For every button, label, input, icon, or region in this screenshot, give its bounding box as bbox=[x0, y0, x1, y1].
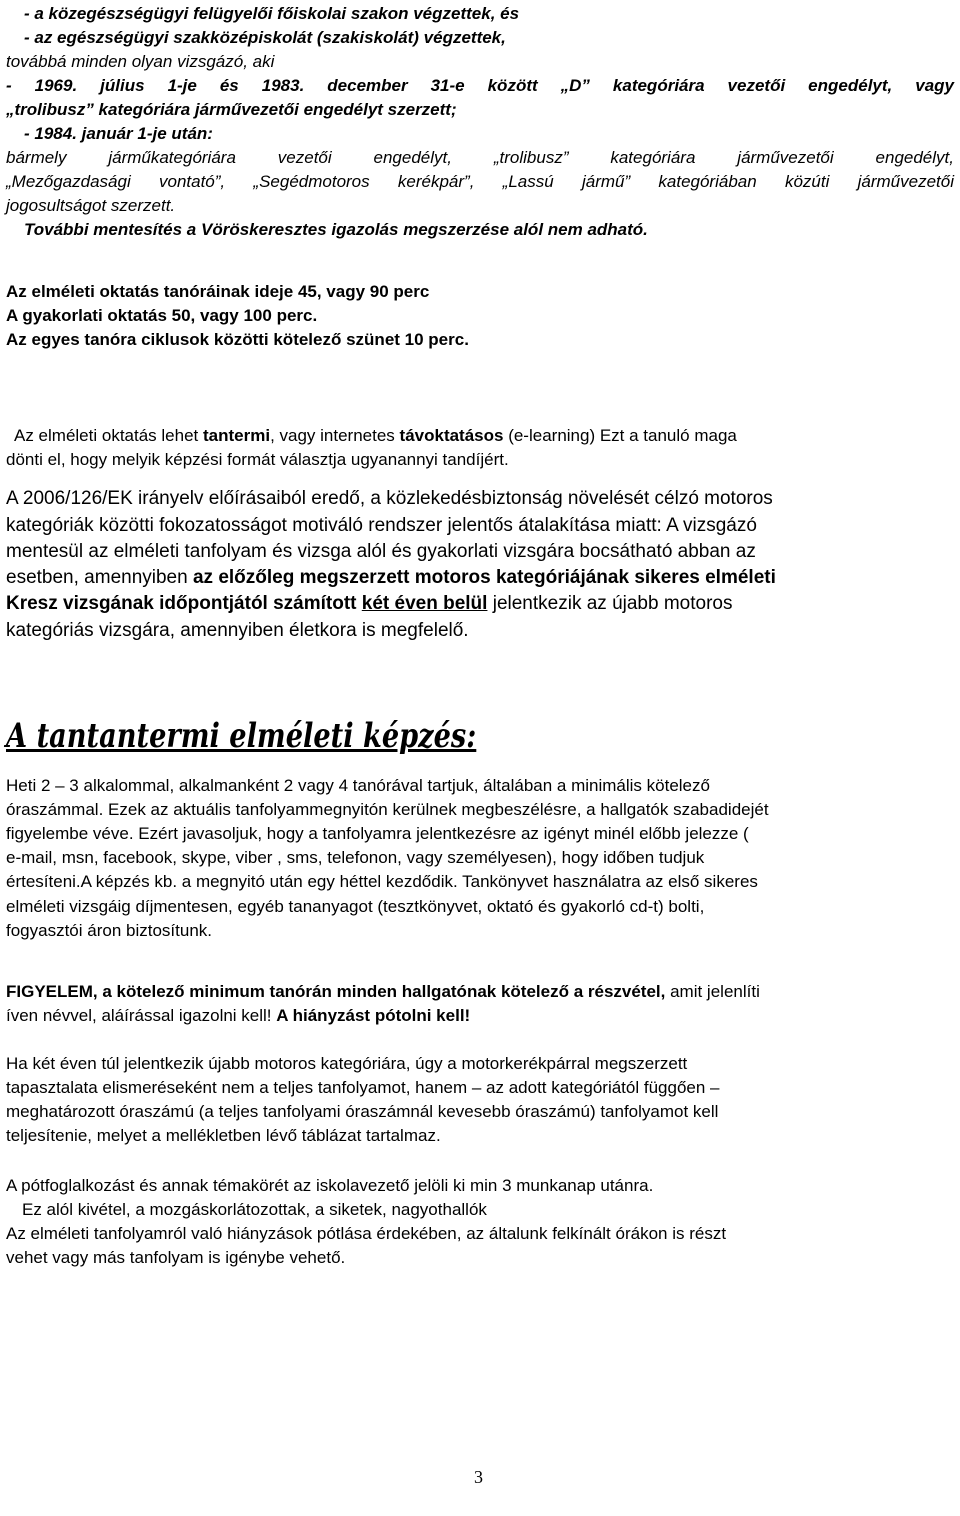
exemption-line-8: „Mezőgazdasági vontató”, „Segédmotoros kerékpár”, „Lassú jármű” kategóriában közúti járművezetői bbox=[6, 172, 954, 191]
directive-exam-bold: Kresz vizsgának időpontjától számított bbox=[6, 593, 362, 614]
classroom-line-4: e-mail, msn, facebook, skype, viber , sms, telefonon, vagy személyesen), hogy időben tudjuk bbox=[6, 848, 705, 867]
directive-line-5-text: jelentkezik az újabb motoros bbox=[487, 593, 733, 614]
twoyears-line-4: teljesítenie, melyet a mellékletben lévő táblázat tartalmaz. bbox=[6, 1126, 441, 1145]
exemption-line-7: bármely járműkategóriára vezetői engedélyt, „trolibusz” kategóriára járművezetői engedélyt, bbox=[6, 148, 954, 167]
directive-line-1: A 2006/126/EK irányelv előírásaiból eredő, a közlekedésbiztonság növelését célzó motoros bbox=[6, 488, 773, 509]
warning-line-1-text: amit jelenlíti bbox=[665, 982, 760, 1001]
directive-line-5 bbox=[6, 592, 732, 616]
exemption-line-2: - az egészségügyi szakközépiskolát (szakiskolát) végzettek, bbox=[24, 28, 506, 47]
elearning-text-1: Az elméleti oktatás lehet bbox=[14, 426, 203, 445]
classroom-line-7: fogyasztói áron biztosítunk. bbox=[6, 921, 213, 940]
section-title: A tantantermi elméleti képzés: bbox=[6, 716, 477, 756]
exemption-note: További mentesítés a Vöröskeresztes igazolás megszerzése alól nem adható. bbox=[24, 220, 648, 239]
twoyears-line-1: Ha két éven túl jelentkezik újabb motoros kategóriára, úgy a motorkerékpárral megszerzett bbox=[6, 1054, 688, 1073]
duration-break: Az egyes tanóra ciklusok közötti kötelező szünet 10 perc. bbox=[6, 330, 469, 349]
classroom-line-6: elméleti vizsgáig díjmentesen, egyéb tananyagot (tesztkönyvet, oktató és gyakorló cd-t) bolti, bbox=[6, 897, 705, 916]
exemption-line-9: jogosultságot szerzett. bbox=[6, 196, 176, 215]
classroom-line-1: Heti 2 – 3 alkalommal, alkalmanként 2 vagy 4 tanórával tartjuk, általában a minimális kötelező bbox=[6, 776, 710, 795]
directive-line-6: kategóriás vizsgára, amennyiben életkora is megfelelő. bbox=[6, 620, 469, 641]
classroom-line-3: figyelembe véve. Ezért javasoljuk, hogy a tanfolyamra jelentkezésre az igényt minél előbb jelezze ( bbox=[6, 824, 749, 843]
classroom-line-5: értesíteni.A képzés kb. a megnyitó után egy héttel kezdődik. Tankönyvet használatra az első sikeres bbox=[6, 872, 758, 891]
directive-line-2: kategóriák közötti fokozatosságot motiváló rendszer jelentős átalakítása miatt: A vizsgázó bbox=[6, 515, 757, 536]
elearning-distance-term: távoktatásos bbox=[399, 426, 504, 445]
twoyears-line-2: tapasztalata elismeréseként nem a teljes tanfolyamot, hanem – az adott kategóriától függően – bbox=[6, 1078, 720, 1097]
exemption-line-3: továbbá minden olyan vizsgázó, aki bbox=[6, 52, 275, 71]
warning-line-2-text: íven névvel, aláírással igazolni kell! bbox=[6, 1006, 277, 1025]
elearning-classroom-term: tantermi bbox=[202, 426, 271, 445]
elearning-text-3: (e-learning) Ezt a tanuló maga bbox=[503, 426, 737, 445]
exemption-line-1: - a közegészségügyi felügyelői főiskolai szakon végzettek, és bbox=[24, 4, 520, 23]
makeup-line-1: A pótfoglalkozást és annak témakörét az iskolavezető jelöli ki min 3 munkanap utánra. bbox=[6, 1176, 654, 1195]
classroom-line-2: óraszámmal. Ezek az aktuális tanfolyammegnyitón kerülnek megbeszélésre, a hallgatók szabadidejét bbox=[6, 800, 769, 819]
makeup-line-4: vehet vagy más tanfolyam is igénybe vehető. bbox=[6, 1248, 346, 1267]
makeup-line-2: Ez alól kivétel, a mozgáskorlátozottak, a siketek, nagyothallók bbox=[22, 1200, 487, 1219]
exemption-line-4: - 1969. július 1-je és 1983. december 31-e között „D” kategóriára vezetői engedélyt, vagy bbox=[6, 76, 954, 95]
directive-line-4 bbox=[6, 566, 776, 590]
warning-line-2 bbox=[6, 1005, 470, 1027]
exemption-line-6: - 1984. január 1-je után: bbox=[24, 124, 213, 143]
directive-two-years: két éven belül bbox=[361, 593, 488, 614]
elearning-line-2: dönti el, hogy melyik képzési formát választja ugyanannyi tandíjért. bbox=[6, 450, 509, 469]
directive-line-4-text: esetben, amennyiben bbox=[6, 567, 193, 588]
warning-line-1 bbox=[6, 981, 760, 1003]
page-number: 3 bbox=[474, 1467, 483, 1487]
makeup-line-3: Az elméleti tanfolyamról való hiányzások pótlása érdekében, az általunk felkínált órákon is részt bbox=[6, 1224, 727, 1243]
twoyears-line-3: meghatározott óraszámú (a teljes tanfolyami óraszámnál kevesebb óraszámú) tanfolyamot kell bbox=[6, 1102, 719, 1121]
exemption-line-5: „trolibusz” kategóriára járművezetői engedélyt szerzett; bbox=[6, 100, 457, 119]
warning-bold: FIGYELEM, a kötelező minimum tanórán minden hallgatónak kötelező a részvétel, bbox=[6, 982, 666, 1001]
directive-condition-bold: az előzőleg megszerzett motoros kategóriájának sikeres elméleti bbox=[192, 567, 776, 588]
elearning-line-1 bbox=[14, 425, 737, 447]
warning-makeup-bold: A hiányzást pótolni kell! bbox=[276, 1006, 471, 1025]
directive-line-3: mentesül az elméleti tanfolyam és vizsga alól és gyakorlati vizsgára bocsátható abban az bbox=[6, 541, 756, 562]
elearning-text-2: , vagy internetes bbox=[270, 426, 400, 445]
duration-practice: A gyakorlati oktatás 50, vagy 100 perc. bbox=[6, 306, 318, 325]
duration-theory: Az elméleti oktatás tanóráinak ideje 45, vagy 90 perc bbox=[6, 282, 430, 301]
